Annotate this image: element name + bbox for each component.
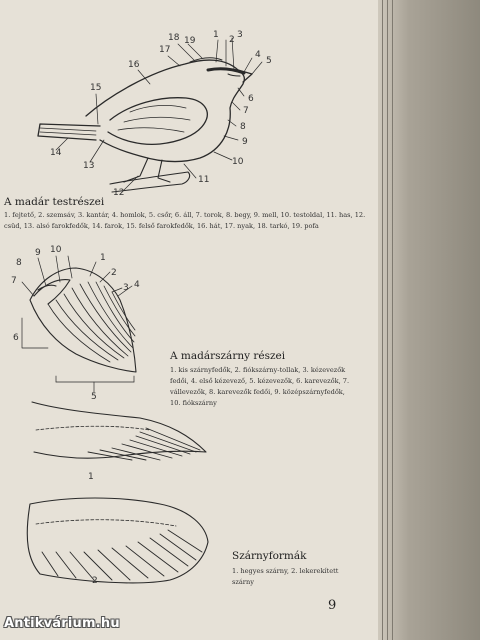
bird-label: 10 xyxy=(232,157,244,167)
bird-label: 18 xyxy=(168,33,180,43)
bird-label: 13 xyxy=(83,161,95,171)
wing-shape-label: 1 xyxy=(88,472,94,482)
bird-label: 2 xyxy=(229,35,235,45)
bird-label: 1 xyxy=(213,30,219,40)
wing-section-title: A madárszárny részei xyxy=(170,350,286,362)
wing-caption-line: 1. kis szárnyfedők, 2. fiókszárny-tollak, 3. kézevezők xyxy=(170,366,346,374)
bird-label: 7 xyxy=(243,106,249,116)
wing-shapes-title: Szárnyformák xyxy=(232,550,307,562)
wing-label: 3 xyxy=(123,283,129,293)
wing-caption-line: 10. fiókszárny xyxy=(170,399,217,407)
bird-label: 5 xyxy=(266,56,272,66)
bird-label: 15 xyxy=(90,83,102,93)
bird-caption-line: 1. fejtető, 2. szemsáv, 3. kantár, 4. homlok, 5. csőr, 6. áll, 7. torok, 8. begy, 9. mell, 10. testoldal, 11. has, 12. xyxy=(4,211,366,219)
wing-label: 6 xyxy=(13,333,19,343)
wing-label: 1 xyxy=(100,253,106,263)
wing-caption-line: fedői, 4. első kézevező, 5. kézevezők, 6. karevezők, 7. xyxy=(170,377,350,385)
bird-label: 12 xyxy=(113,188,125,198)
wing-label: 5 xyxy=(91,392,97,402)
wing-caption-line: vállevezők, 8. karevezők fedői, 9. középszárnyfedők, xyxy=(170,388,345,396)
wing-shapes-caption-line: szárny xyxy=(232,578,254,586)
bird-label: 19 xyxy=(184,36,196,46)
wing-label: 10 xyxy=(50,245,62,255)
wing-shapes-caption-line: 1. hegyes szárny, 2. lekerekített xyxy=(232,567,339,575)
wing-label: 2 xyxy=(111,268,117,278)
wing-label: 9 xyxy=(35,248,41,258)
bird-section-title: A madár testrészei xyxy=(4,196,105,208)
bird-label: 6 xyxy=(248,94,254,104)
wing-shape-label: 2 xyxy=(92,576,98,586)
wing-label: 8 xyxy=(16,258,22,268)
bird-label: 4 xyxy=(255,50,261,60)
bird-label: 17 xyxy=(159,45,171,55)
wing-label: 4 xyxy=(134,280,140,290)
bird-label: 9 xyxy=(242,137,248,147)
page-number: 9 xyxy=(328,598,337,613)
bird-caption-line: csüd, 13. alsó farokfedők, 14. farok, 15. felső farokfedők, 16. hát, 17. nyak, 18. tarkó, 19. pofa xyxy=(4,222,319,230)
watermark: Antikvárium.hu xyxy=(4,616,120,631)
bird-label: 8 xyxy=(240,122,246,132)
bird-label: 14 xyxy=(50,148,62,158)
bird-label: 16 xyxy=(128,60,140,70)
bird-label: 11 xyxy=(198,175,210,185)
bird-label: 3 xyxy=(237,30,243,40)
wing-label: 7 xyxy=(11,276,17,286)
